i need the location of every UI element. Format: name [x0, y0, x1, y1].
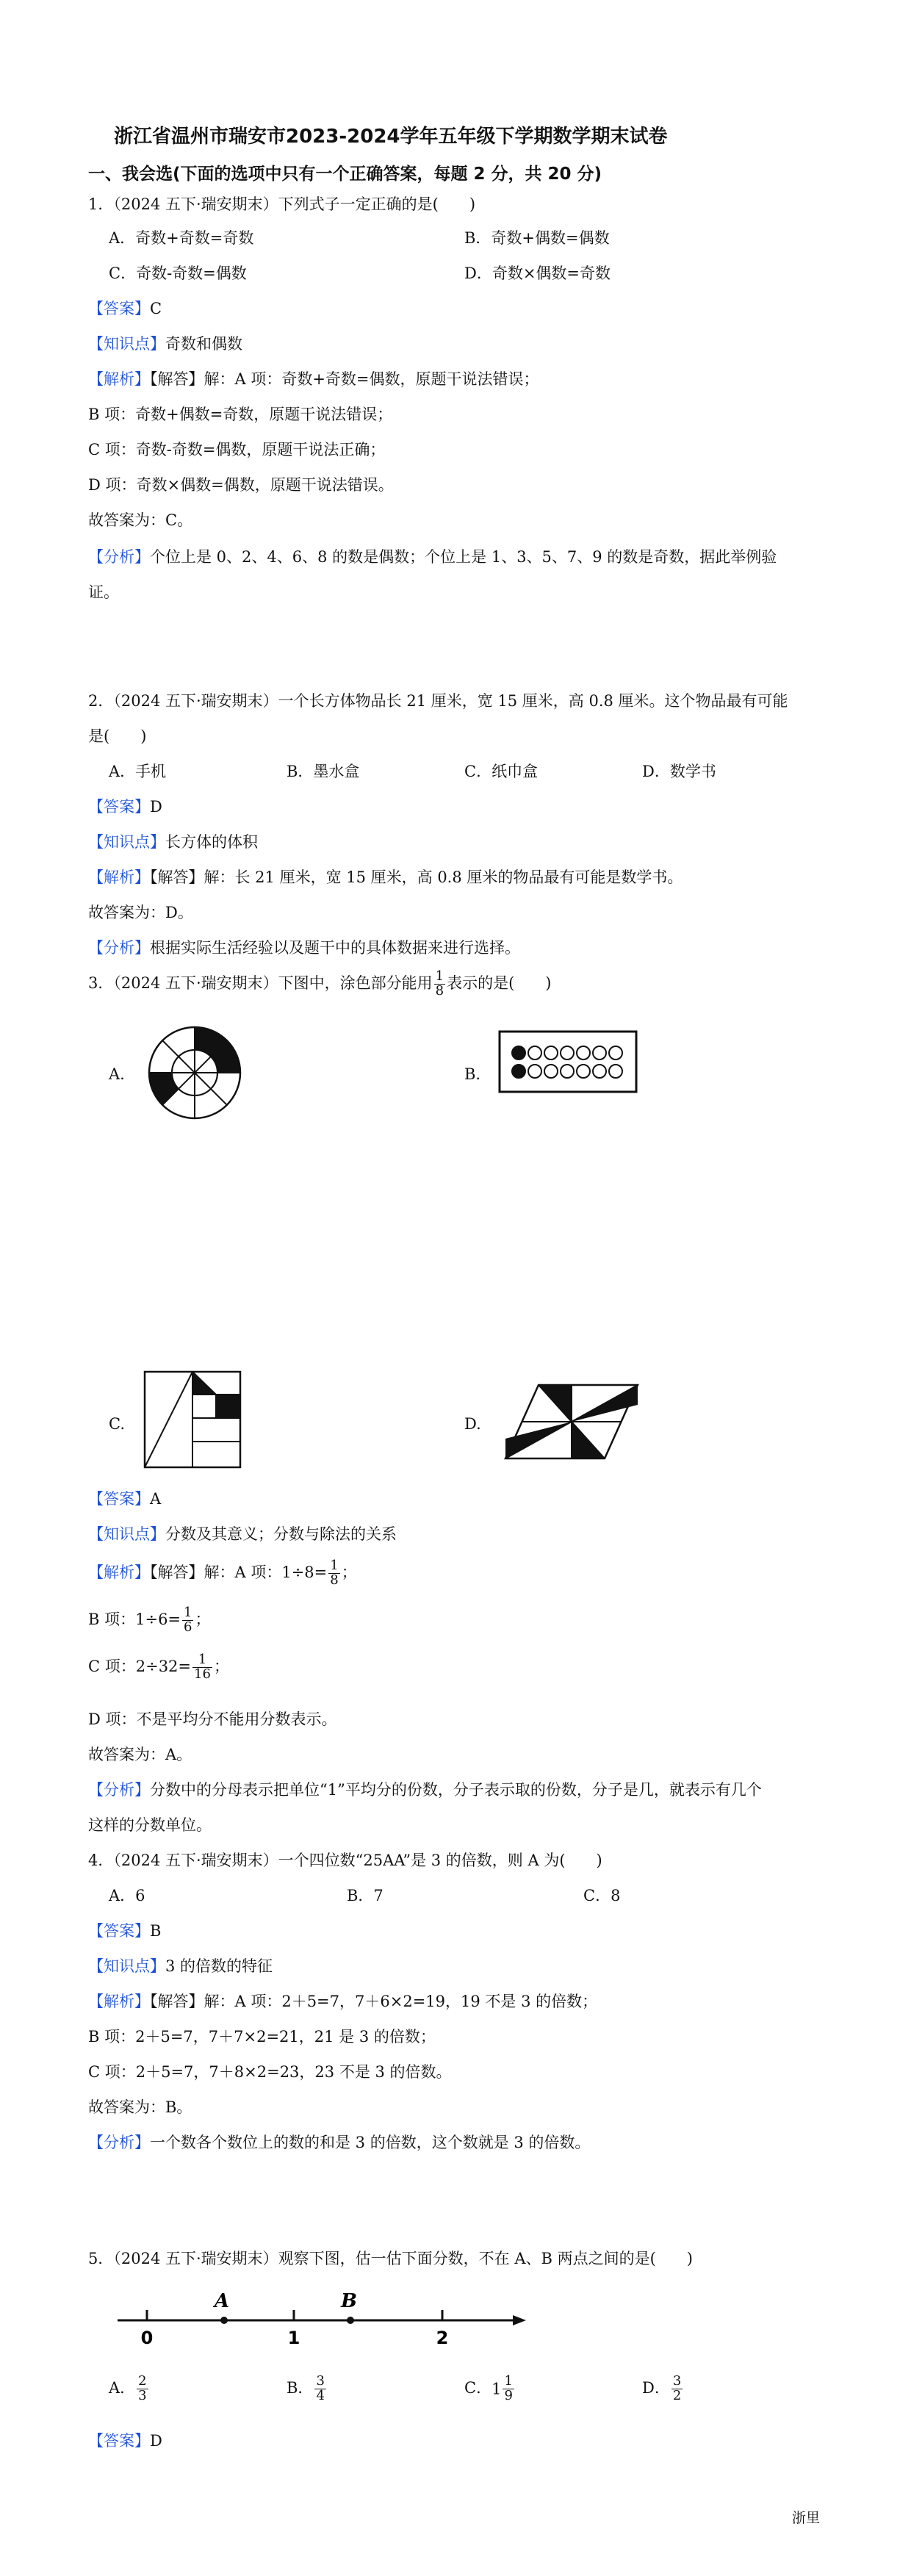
q3-stem-pre: 3．（2024 五下·瑞安期末）下图中，涂色部分能用	[88, 974, 433, 992]
q5-option-c-fraction	[503, 2375, 514, 2403]
q5-option-a	[109, 2375, 150, 2403]
denominator: 8	[330, 1572, 339, 1588]
tick-label-0: 0	[140, 2328, 154, 2348]
option-label: D．	[642, 2378, 670, 2397]
option-label: A．	[109, 2378, 136, 2397]
q2-option-a: A．手机	[109, 763, 167, 780]
explain-tag: 【解析】	[88, 1563, 150, 1581]
q3-stem-fraction	[434, 970, 445, 999]
q2-option-c: C．纸巾盒	[464, 763, 539, 780]
q2-answer-value: D	[150, 798, 162, 816]
answer-tag: 【答案】	[88, 1490, 150, 1508]
answer-tag: 【答案】	[88, 2432, 150, 2450]
q3-explain-a-pre: 【解答】解：A 项：1÷8=	[150, 1563, 328, 1581]
q4-explain-3: C 项：2＋5=7，7＋8×2=23，23 不是 3 的倍数。	[88, 2063, 452, 2081]
mixed-integer: 1	[491, 2380, 502, 2398]
number-line-arrow	[513, 2315, 526, 2325]
denominator: 4	[316, 2387, 325, 2403]
point-a-dot	[220, 2317, 228, 2324]
q2-conclusion: 故答案为：D。	[88, 904, 193, 921]
tick-label-1: 1	[287, 2328, 300, 2348]
q5-option-d-fraction	[671, 2375, 683, 2403]
footer-text: 浙里	[792, 2510, 821, 2526]
explain-tag: 【解析】	[88, 370, 150, 388]
q3-figure-d	[498, 1381, 645, 1462]
q1-knowledge	[88, 332, 242, 354]
q5-option-c	[464, 2375, 516, 2403]
q5-option-b-fraction	[314, 2375, 325, 2403]
q1-option-b: B．奇数+偶数=偶数	[464, 229, 610, 247]
q1-answer	[88, 297, 162, 319]
q4-knowledge-value: 3 的倍数的特征	[165, 1957, 273, 1975]
q3-explain-d: D 项：不是平均分不能用分数表示。	[88, 1710, 337, 1728]
q1-explain-2: B 项：奇数+偶数=奇数，原题干说法错误；	[88, 406, 393, 423]
analysis-tag: 【分析】	[88, 548, 150, 566]
q2-stem-2: 是( )	[88, 727, 147, 745]
q2-stem-1: 2．（2024 五下·瑞安期末）一个长方体物品长 21 厘米，宽 15 厘米，高 0.8 厘米。这个物品最有可能	[88, 692, 788, 710]
q4-explain-1-text: 【解答】解：A 项：2＋5=7，7＋6×2=19，19 不是 3 的倍数；	[150, 1993, 598, 2010]
option-label: C．	[464, 2378, 492, 2397]
explain-tag: 【解析】	[88, 868, 150, 886]
q4-option-b: B．7	[347, 1887, 384, 1904]
q5-option-b	[287, 2375, 328, 2403]
q1-analysis-2: 证。	[88, 583, 119, 601]
knowledge-tag: 【知识点】	[88, 335, 165, 353]
knowledge-tag: 【知识点】	[88, 1525, 165, 1543]
q1-answer-value: C	[150, 300, 162, 317]
answer-tag: 【答案】	[88, 798, 150, 816]
q4-analysis-1	[88, 2131, 590, 2153]
q3-stem-numerator: 1	[435, 968, 444, 984]
q1-analysis-1	[88, 545, 777, 567]
knowledge-tag: 【知识点】	[88, 833, 165, 851]
q3-figure-b	[498, 1030, 638, 1093]
q3-label-d: D.	[464, 1415, 481, 1433]
q1-explain-4: D 项：奇数×偶数=偶数，原题干说法错误。	[88, 476, 394, 494]
q4-conclusion: 故答案为：B。	[88, 2098, 192, 2116]
q3-figure-a	[143, 1021, 246, 1124]
q2-analysis-1	[88, 936, 520, 958]
q2-knowledge-value: 长方体的体积	[165, 833, 258, 851]
q2-option-d: D．数学书	[642, 763, 716, 780]
point-a-label: A	[214, 2290, 230, 2312]
q3-explain-c-pre: C 项：2÷32=	[88, 1657, 192, 1675]
q3-label-a: A.	[109, 1065, 125, 1083]
analysis-tag: 【分析】	[88, 2134, 150, 2151]
numerator: 1	[330, 1558, 339, 1573]
numerator: 1	[504, 2373, 513, 2389]
q3-stem-post: 表示的是( )	[447, 974, 552, 992]
q5-number-line	[110, 2285, 529, 2351]
q3-analysis-1	[88, 1778, 762, 1800]
q1-stem: 1．（2024 五下·瑞安期末）下列式子一定正确的是( )	[88, 195, 476, 213]
numerator: 1	[192, 1653, 212, 1668]
analysis-tag: 【分析】	[88, 939, 150, 957]
q2-answer	[88, 795, 162, 817]
q4-answer-value: B	[150, 1922, 162, 1940]
q3-explain-a-post: ；	[341, 1563, 357, 1581]
q1-option-a: A．奇数+奇数=奇数	[109, 229, 254, 247]
q3-explain-b	[88, 1606, 210, 1635]
numerator: 1	[184, 1605, 192, 1620]
denominator: 2	[672, 2387, 682, 2403]
explain-tag: 【解析】	[88, 1993, 150, 2010]
q4-explain-1	[88, 1990, 597, 2012]
q5-option-a-fraction	[137, 2375, 148, 2403]
q3-explain-b-post: ；	[195, 1610, 211, 1628]
numerator: 3	[672, 2373, 682, 2389]
q5-option-d	[642, 2375, 684, 2403]
q3-analysis-2: 这样的分数单位。	[88, 1816, 212, 1834]
denominator: 9	[504, 2387, 513, 2403]
q3-explain-b-pre: B 项：1÷6=	[88, 1610, 181, 1628]
q3-stem	[88, 970, 552, 999]
q1-option-d: D．奇数×偶数=奇数	[464, 265, 611, 282]
q1-option-c: C．奇数-奇数=偶数	[109, 265, 247, 282]
q1-analysis-1-text: 个位上是 0、2、4、6、8 的数是偶数；个位上是 1、3、5、7、9 的数是奇数，据此举例验	[150, 548, 777, 566]
q4-explain-2: B 项：2＋5=7，7＋7×2=21，21 是 3 的倍数；	[88, 2028, 436, 2046]
q1-explain-3: C 项：奇数-奇数=偶数，原题干说法正确；	[88, 441, 386, 458]
q4-knowledge	[88, 1954, 273, 1976]
page-title: 浙江省温州市瑞安市2023-2024学年五年级下学期数学期末试卷	[114, 126, 668, 148]
q4-option-a: A．6	[109, 1887, 145, 1904]
q2-explain-1	[88, 866, 683, 888]
numerator: 3	[316, 2373, 325, 2389]
q3-explain-c	[88, 1653, 229, 1682]
q3-answer-value: A	[150, 1490, 162, 1508]
q3-conclusion: 故答案为：A。	[88, 1746, 192, 1763]
numerator: 2	[138, 2373, 147, 2389]
q4-answer	[88, 1919, 161, 1941]
q4-option-c: C．8	[583, 1887, 621, 1904]
q3-label-b: B.	[464, 1065, 481, 1083]
q1-knowledge-value: 奇数和偶数	[165, 335, 242, 353]
q1-explain-1	[88, 367, 539, 389]
q2-knowledge	[88, 830, 258, 852]
q3-explain-c-fraction	[192, 1653, 212, 1682]
point-b-label: B	[341, 2290, 357, 2312]
q2-explain-1-text: 【解答】解：长 21 厘米，宽 15 厘米，高 0.8 厘米的物品最有可能是数学书。	[150, 868, 683, 886]
q3-stem-denominator: 8	[435, 982, 444, 999]
q5-stem: 5．（2024 五下·瑞安期末）观察下图，估一估下面分数，不在 A、B 两点之间的是( )	[88, 2250, 693, 2267]
q3-knowledge-value: 分数及其意义；分数与除法的关系	[165, 1525, 397, 1543]
q3-explain-a-fraction	[328, 1559, 339, 1588]
option-label: B．	[287, 2378, 314, 2397]
answer-tag: 【答案】	[88, 1922, 150, 1940]
q5-answer	[88, 2429, 162, 2451]
answer-tag: 【答案】	[88, 300, 150, 317]
q3-explain-c-post: ；	[213, 1657, 229, 1675]
denominator: 3	[138, 2387, 147, 2403]
q2-option-b: B．墨水盒	[287, 763, 360, 780]
denominator: 16	[194, 1666, 211, 1682]
q3-label-c: C.	[109, 1415, 125, 1433]
q2-analysis-1-text: 根据实际生活经验以及题干中的具体数据来进行选择。	[150, 939, 520, 957]
section-heading: 一、我会选(下面的选项中只有一个正确答案，每题 2 分，共 20 分)	[88, 165, 602, 184]
q1-explain-1-text: 【解答】解：A 项：奇数+奇数=偶数，原题干说法错误；	[150, 370, 539, 388]
analysis-tag: 【分析】	[88, 1781, 150, 1799]
q4-analysis-1-text: 一个数各个数位上的数的和是 3 的倍数，这个数就是 3 的倍数。	[150, 2134, 591, 2151]
q1-conclusion: 故答案为：C。	[88, 511, 193, 529]
q4-stem: 4．（2024 五下·瑞安期末）一个四位数“25AA”是 3 的倍数，则 A 为( )	[88, 1852, 602, 1869]
q3-answer	[88, 1487, 161, 1509]
denominator: 6	[184, 1619, 192, 1635]
q3-explain-a	[88, 1559, 357, 1588]
q5-answer-value: D	[150, 2432, 162, 2450]
point-b-dot	[347, 2317, 354, 2324]
q3-analysis-1-text: 分数中的分母表示把单位“1”平均分的份数，分子表示取的份数，分子是几，就表示有几个	[150, 1781, 762, 1799]
q3-knowledge	[88, 1522, 397, 1544]
q3-figure-c	[141, 1368, 244, 1471]
q3-explain-b-fraction	[182, 1606, 193, 1635]
knowledge-tag: 【知识点】	[88, 1957, 165, 1975]
tick-label-2: 2	[436, 2328, 449, 2348]
